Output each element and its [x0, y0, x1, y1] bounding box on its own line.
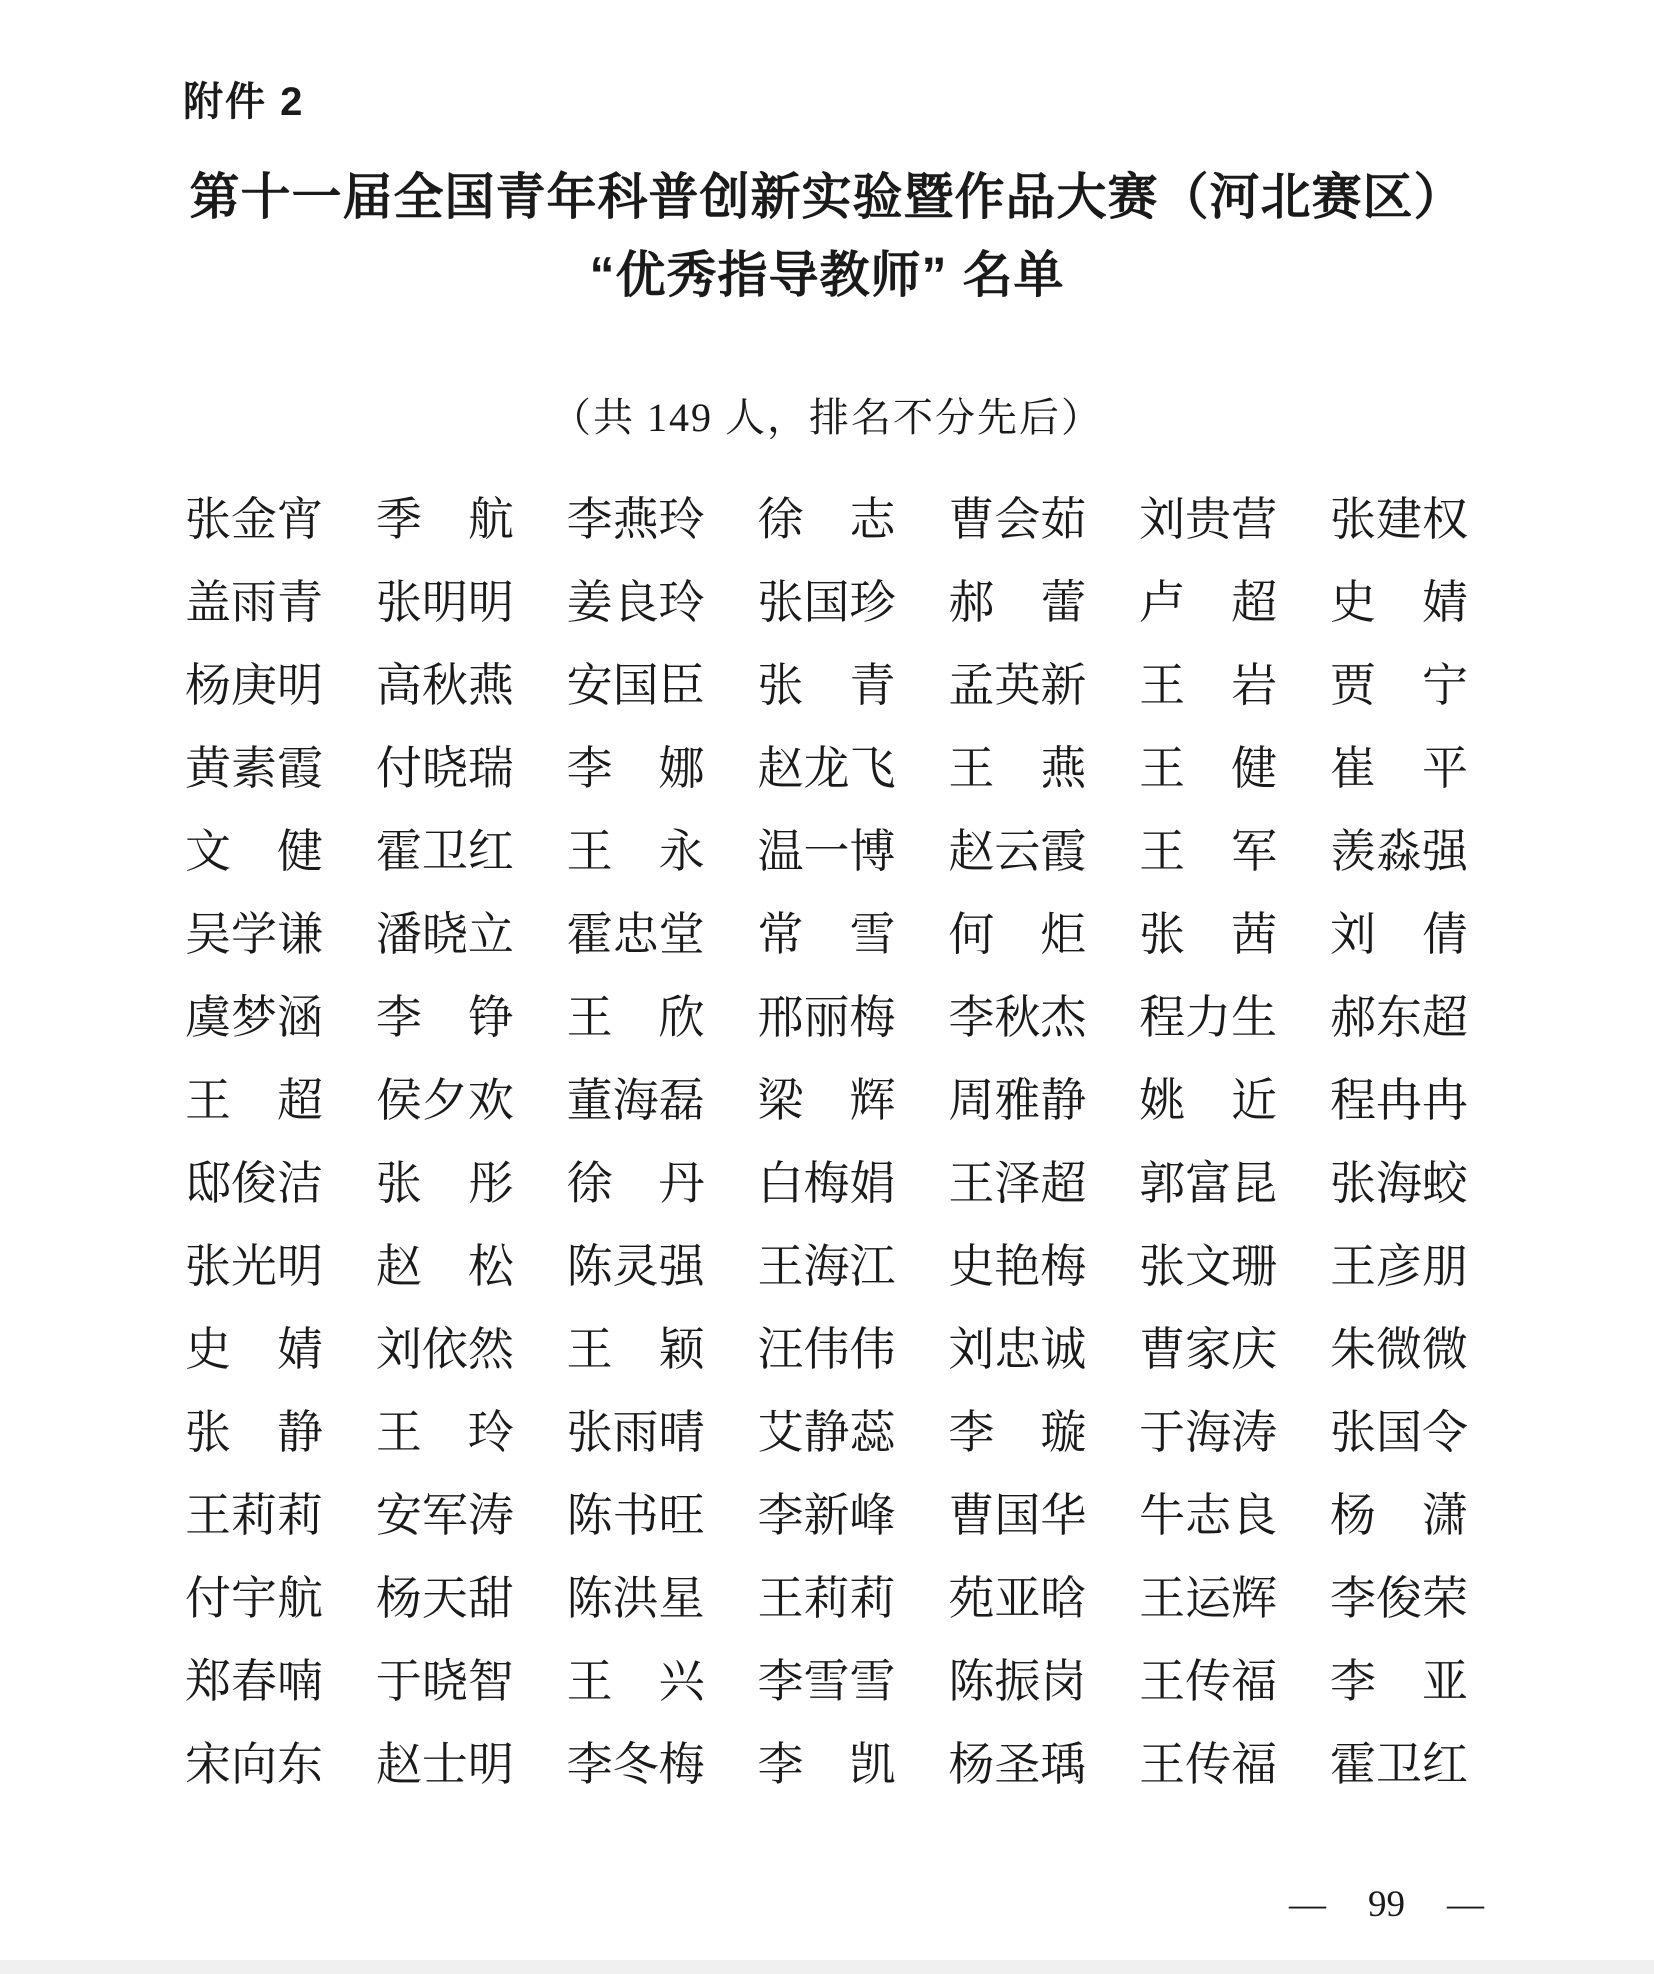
scan-edge: [0, 1960, 1654, 1974]
title-line-2: “优秀指导教师” 名单: [589, 247, 1065, 303]
teacher-name: 汪伟伟: [757, 1324, 896, 1375]
teacher-name: 张雨晴: [566, 1407, 705, 1458]
teacher-name: 王运辉: [1139, 1573, 1278, 1624]
teacher-name: 李秋杰: [948, 992, 1087, 1043]
teacher-name: 孟英新: [948, 660, 1087, 711]
teacher-name: 霍忠堂: [566, 909, 705, 960]
teacher-name: 徐 志: [757, 494, 896, 545]
teacher-name: 王海江: [757, 1241, 896, 1292]
teacher-name: 羡淼强: [1329, 826, 1468, 877]
teacher-name: 艾静蕊: [757, 1407, 896, 1458]
name-row: [185, 1407, 1471, 1490]
teacher-name: 李雪雪: [757, 1656, 896, 1707]
teacher-name: 王 健: [1139, 743, 1278, 794]
teacher-name: 王 欣: [566, 992, 705, 1043]
teacher-name: 赵士明: [375, 1739, 514, 1790]
teacher-name: 安国臣: [566, 660, 705, 711]
teacher-name: 黄素霞: [185, 743, 323, 794]
teacher-name: 宋向东: [185, 1739, 323, 1790]
teacher-name: 姜良玲: [566, 577, 705, 628]
teacher-name: 郝东超: [1329, 992, 1468, 1043]
teacher-name: 张文珊: [1139, 1241, 1278, 1292]
teacher-name: 李 凯: [757, 1739, 896, 1790]
teacher-name: 邢丽梅: [757, 992, 896, 1043]
teacher-name: 李俊荣: [1329, 1573, 1468, 1624]
teacher-name: 曹会茹: [948, 494, 1087, 545]
teacher-name: 董海磊: [566, 1075, 705, 1126]
teacher-name: 吴学谦: [185, 909, 323, 960]
name-row: [185, 1490, 1471, 1573]
teacher-name: 曹家庆: [1139, 1324, 1278, 1375]
title-line-1: 第十一届全国青年科普创新实验暨作品大赛（河北赛区）: [189, 169, 1465, 225]
teacher-name: 张 青: [757, 660, 896, 711]
name-row: [185, 743, 1471, 826]
teacher-name: 王 玲: [375, 1407, 514, 1458]
teacher-name: 王莉莉: [185, 1490, 323, 1541]
teacher-name: 王 永: [566, 826, 705, 877]
teacher-name: 张建权: [1329, 494, 1468, 545]
teacher-name: 李新峰: [757, 1490, 896, 1541]
name-row: [185, 577, 1471, 660]
name-row: [185, 909, 1471, 992]
teacher-name: 王 兴: [566, 1656, 705, 1707]
teacher-name: 崔 平: [1329, 743, 1468, 794]
name-row: [185, 1573, 1471, 1656]
teacher-name: 王 军: [1139, 826, 1278, 877]
teacher-name: 李燕玲: [566, 494, 705, 545]
names-grid: [185, 494, 1471, 1822]
teacher-name: 史 婧: [185, 1324, 323, 1375]
teacher-name: 李 娜: [566, 743, 705, 794]
name-row: [185, 1075, 1471, 1158]
attachment-label: 附件 2: [183, 80, 305, 124]
teacher-name: 杨庚明: [185, 660, 323, 711]
teacher-name: 李冬梅: [566, 1739, 705, 1790]
teacher-name: 侯夕欢: [375, 1075, 514, 1126]
teacher-name: 王泽超: [948, 1158, 1087, 1209]
name-row: [185, 992, 1471, 1075]
teacher-name: 王 岩: [1139, 660, 1278, 711]
teacher-name: 郝 蕾: [948, 577, 1087, 628]
teacher-name: 张 彤: [375, 1158, 514, 1209]
teacher-name: 张光明: [185, 1241, 323, 1292]
teacher-name: 付晓瑞: [375, 743, 514, 794]
teacher-name: 陈振岗: [948, 1656, 1087, 1707]
teacher-name: 王 超: [185, 1075, 323, 1126]
page-footer: [1289, 1883, 1484, 1926]
name-row: [185, 1241, 1471, 1324]
teacher-name: 张海蛟: [1329, 1158, 1468, 1209]
teacher-name: 王 燕: [948, 743, 1087, 794]
teacher-name: 李 璇: [948, 1407, 1087, 1458]
teacher-name: 贾 宁: [1329, 660, 1468, 711]
teacher-name: 王 颖: [566, 1324, 705, 1375]
document-title: [0, 158, 1654, 314]
teacher-name: 赵云霞: [948, 826, 1087, 877]
teacher-name: 卢 超: [1139, 577, 1278, 628]
teacher-name: 杨圣瑀: [948, 1739, 1087, 1790]
teacher-name: 郭富昆: [1139, 1158, 1278, 1209]
footer-dash-right: —: [1447, 1884, 1484, 1925]
teacher-name: 刘贵营: [1139, 494, 1278, 545]
teacher-name: 何 炬: [948, 909, 1087, 960]
teacher-name: 常 雪: [757, 909, 896, 960]
teacher-name: 梁 辉: [757, 1075, 896, 1126]
teacher-name: 史艳梅: [948, 1241, 1087, 1292]
teacher-name: 曹国华: [948, 1490, 1087, 1541]
teacher-name: 牛志良: [1139, 1490, 1278, 1541]
teacher-name: 白梅娟: [757, 1158, 896, 1209]
teacher-name: 温一博: [757, 826, 896, 877]
name-row: [185, 1739, 1471, 1822]
teacher-name: 季 航: [375, 494, 514, 545]
teacher-name: 盖雨青: [185, 577, 323, 628]
teacher-name: 张国珍: [757, 577, 896, 628]
teacher-name: 文 健: [185, 826, 323, 877]
teacher-name: 张明明: [375, 577, 514, 628]
teacher-name: 史 婧: [1329, 577, 1468, 628]
teacher-name: 于晓智: [375, 1656, 514, 1707]
teacher-name: 朱微微: [1329, 1324, 1468, 1375]
teacher-name: 邸俊洁: [185, 1158, 323, 1209]
teacher-name: 虞梦涵: [185, 992, 323, 1043]
teacher-name: 安军涛: [375, 1490, 514, 1541]
teacher-name: 王莉莉: [757, 1573, 896, 1624]
teacher-name: 杨天甜: [375, 1573, 514, 1624]
teacher-name: 程冉冉: [1329, 1075, 1468, 1126]
name-row: [185, 1324, 1471, 1407]
teacher-name: 陈洪星: [566, 1573, 705, 1624]
teacher-name: 李 铮: [375, 992, 514, 1043]
teacher-name: 霍卫红: [375, 826, 514, 877]
teacher-name: 刘忠诚: [948, 1324, 1087, 1375]
subtitle: （共 149 人，排名不分先后）: [551, 395, 1103, 440]
teacher-name: 刘依然: [375, 1324, 514, 1375]
footer-dash-left: —: [1289, 1884, 1326, 1925]
teacher-name: 赵龙飞: [757, 743, 896, 794]
teacher-name: 霍卫红: [1329, 1739, 1468, 1790]
teacher-name: 张金宵: [185, 494, 323, 545]
teacher-name: 陈灵强: [566, 1241, 705, 1292]
teacher-name: 刘 倩: [1329, 909, 1468, 960]
teacher-name: 程力生: [1139, 992, 1278, 1043]
teacher-name: 郑春喃: [185, 1656, 323, 1707]
teacher-name: 周雅静: [948, 1075, 1087, 1126]
teacher-name: 赵 松: [375, 1241, 514, 1292]
teacher-name: 张 茜: [1139, 909, 1278, 960]
teacher-name: 王彦朋: [1329, 1241, 1468, 1292]
teacher-name: 付宇航: [185, 1573, 323, 1624]
teacher-name: 姚 近: [1139, 1075, 1278, 1126]
teacher-name: 王传福: [1139, 1656, 1278, 1707]
teacher-name: 于海涛: [1139, 1407, 1278, 1458]
name-row: [185, 494, 1471, 577]
teacher-name: 潘晓立: [375, 909, 514, 960]
teacher-name: 张 静: [185, 1407, 323, 1458]
teacher-name: 杨 潇: [1329, 1490, 1468, 1541]
page-number: 99: [1368, 1884, 1405, 1925]
teacher-name: 王传福: [1139, 1739, 1278, 1790]
teacher-name: 陈书旺: [566, 1490, 705, 1541]
teacher-name: 苑亚晗: [948, 1573, 1087, 1624]
name-row: [185, 660, 1471, 743]
teacher-name: 高秋燕: [375, 660, 514, 711]
name-row: [185, 826, 1471, 909]
teacher-name: 徐 丹: [566, 1158, 705, 1209]
teacher-name: 张国令: [1329, 1407, 1468, 1458]
teacher-name: 李 亚: [1329, 1656, 1468, 1707]
name-row: [185, 1158, 1471, 1241]
name-row: [185, 1656, 1471, 1739]
